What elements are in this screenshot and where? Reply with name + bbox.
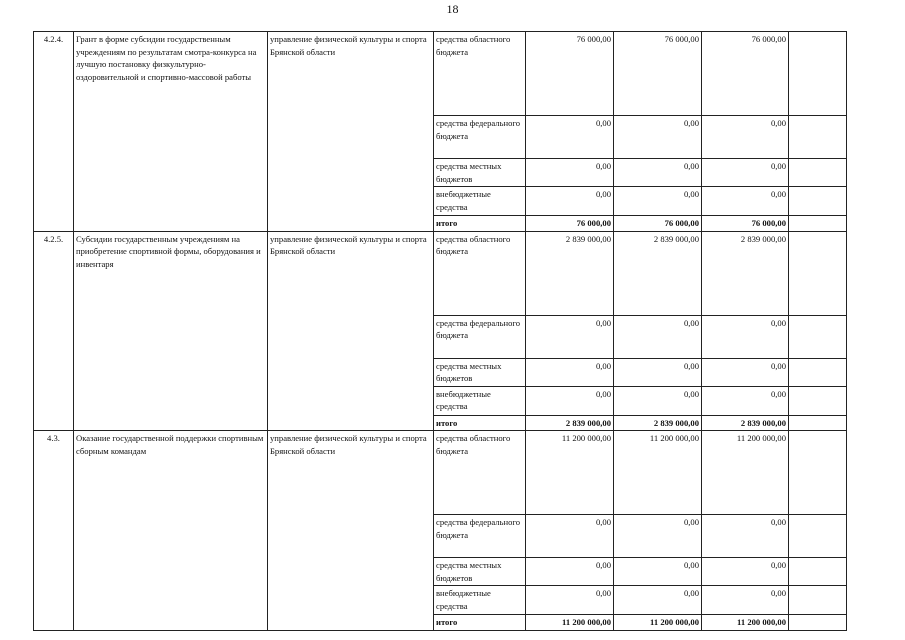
amount-year-2: 0,00 — [614, 116, 702, 159]
empty-cell — [789, 415, 847, 431]
amount-year-2: 0,00 — [614, 515, 702, 558]
amount-year-1: 76 000,00 — [526, 216, 614, 232]
funding-source-label: средства местных бюджетов — [434, 558, 526, 586]
amount-year-1: 0,00 — [526, 315, 614, 358]
item-name: Субсидии государственным учреждениям на приобретение спортивной формы, оборудования и инвентаря — [74, 231, 268, 431]
amount-year-3: 0,00 — [702, 159, 789, 187]
amount-year-3: 0,00 — [702, 586, 789, 615]
empty-cell — [789, 32, 847, 116]
amount-year-1: 11 200 000,00 — [526, 615, 614, 631]
funding-source-label: средства федерального бюджета — [434, 515, 526, 558]
amount-year-1: 0,00 — [526, 586, 614, 615]
amount-year-2: 0,00 — [614, 386, 702, 415]
amount-year-1: 0,00 — [526, 558, 614, 586]
funding-source-label: средства местных бюджетов — [434, 358, 526, 386]
funding-source-label: средства областного бюджета — [434, 431, 526, 515]
amount-year-3: 0,00 — [702, 358, 789, 386]
amount-year-3: 0,00 — [702, 116, 789, 159]
amount-year-3: 0,00 — [702, 386, 789, 415]
item-executor: управление физической культуры и спорта Брянской области — [268, 431, 434, 631]
amount-year-3: 2 839 000,00 — [702, 231, 789, 315]
empty-cell — [789, 615, 847, 631]
amount-year-2: 0,00 — [614, 187, 702, 216]
amount-year-1: 11 200 000,00 — [526, 431, 614, 515]
amount-year-1: 76 000,00 — [526, 32, 614, 116]
item-executor: управление физической культуры и спорта Брянской области — [268, 231, 434, 431]
amount-year-1: 2 839 000,00 — [526, 415, 614, 431]
funding-source-label: итого — [434, 615, 526, 631]
amount-year-1: 0,00 — [526, 187, 614, 216]
funding-source-label: средства местных бюджетов — [434, 159, 526, 187]
empty-cell — [789, 216, 847, 232]
amount-year-3: 76 000,00 — [702, 32, 789, 116]
item-executor: управление физической культуры и спорта Брянской области — [268, 32, 434, 232]
empty-cell — [789, 159, 847, 187]
amount-year-3: 0,00 — [702, 515, 789, 558]
funding-source-label: средства областного бюджета — [434, 32, 526, 116]
empty-cell — [789, 558, 847, 586]
amount-year-2: 0,00 — [614, 586, 702, 615]
funding-source-label: средства федерального бюджета — [434, 315, 526, 358]
amount-year-2: 0,00 — [614, 159, 702, 187]
funding-source-label: итого — [434, 415, 526, 431]
amount-year-3: 0,00 — [702, 187, 789, 216]
amount-year-2: 11 200 000,00 — [614, 431, 702, 515]
item-name: Грант в форме субсидии государственным учреждениям по результатам смотра-конкурса на лучшую постановку физкультурно-оздоровительной и спортивно-массовой работы — [74, 32, 268, 232]
empty-cell — [789, 116, 847, 159]
funding-source-label: внебюджетные средства — [434, 187, 526, 216]
empty-cell — [789, 386, 847, 415]
amount-year-3: 76 000,00 — [702, 216, 789, 232]
amount-year-3: 11 200 000,00 — [702, 615, 789, 631]
budget-table — [33, 31, 847, 631]
amount-year-2: 0,00 — [614, 558, 702, 586]
item-code: 4.3. — [34, 431, 74, 631]
amount-year-1: 0,00 — [526, 386, 614, 415]
amount-year-2: 2 839 000,00 — [614, 415, 702, 431]
funding-source-label: средства федерального бюджета — [434, 116, 526, 159]
amount-year-3: 11 200 000,00 — [702, 431, 789, 515]
table-row — [34, 231, 847, 315]
amount-year-3: 0,00 — [702, 558, 789, 586]
funding-source-label: внебюджетные средства — [434, 586, 526, 615]
amount-year-2: 0,00 — [614, 358, 702, 386]
empty-cell — [789, 586, 847, 615]
amount-year-2: 2 839 000,00 — [614, 231, 702, 315]
table-row — [34, 32, 847, 116]
amount-year-1: 2 839 000,00 — [526, 231, 614, 315]
item-code: 4.2.5. — [34, 231, 74, 431]
empty-cell — [789, 231, 847, 315]
amount-year-3: 0,00 — [702, 315, 789, 358]
amount-year-2: 76 000,00 — [614, 216, 702, 232]
item-code: 4.2.4. — [34, 32, 74, 232]
funding-source-label: внебюджетные средства — [434, 386, 526, 415]
funding-source-label: итого — [434, 216, 526, 232]
page-number: 18 — [446, 2, 459, 16]
empty-cell — [789, 431, 847, 515]
empty-cell — [789, 358, 847, 386]
amount-year-2: 0,00 — [614, 315, 702, 358]
amount-year-1: 0,00 — [526, 159, 614, 187]
amount-year-1: 0,00 — [526, 358, 614, 386]
amount-year-1: 0,00 — [526, 116, 614, 159]
funding-source-label: средства областного бюджета — [434, 231, 526, 315]
amount-year-3: 2 839 000,00 — [702, 415, 789, 431]
empty-cell — [789, 515, 847, 558]
amount-year-2: 11 200 000,00 — [614, 615, 702, 631]
table-row — [34, 431, 847, 515]
empty-cell — [789, 187, 847, 216]
empty-cell — [789, 315, 847, 358]
item-name: Оказание государственной поддержки спортивным сборным командам — [74, 431, 268, 631]
amount-year-2: 76 000,00 — [614, 32, 702, 116]
amount-year-1: 0,00 — [526, 515, 614, 558]
